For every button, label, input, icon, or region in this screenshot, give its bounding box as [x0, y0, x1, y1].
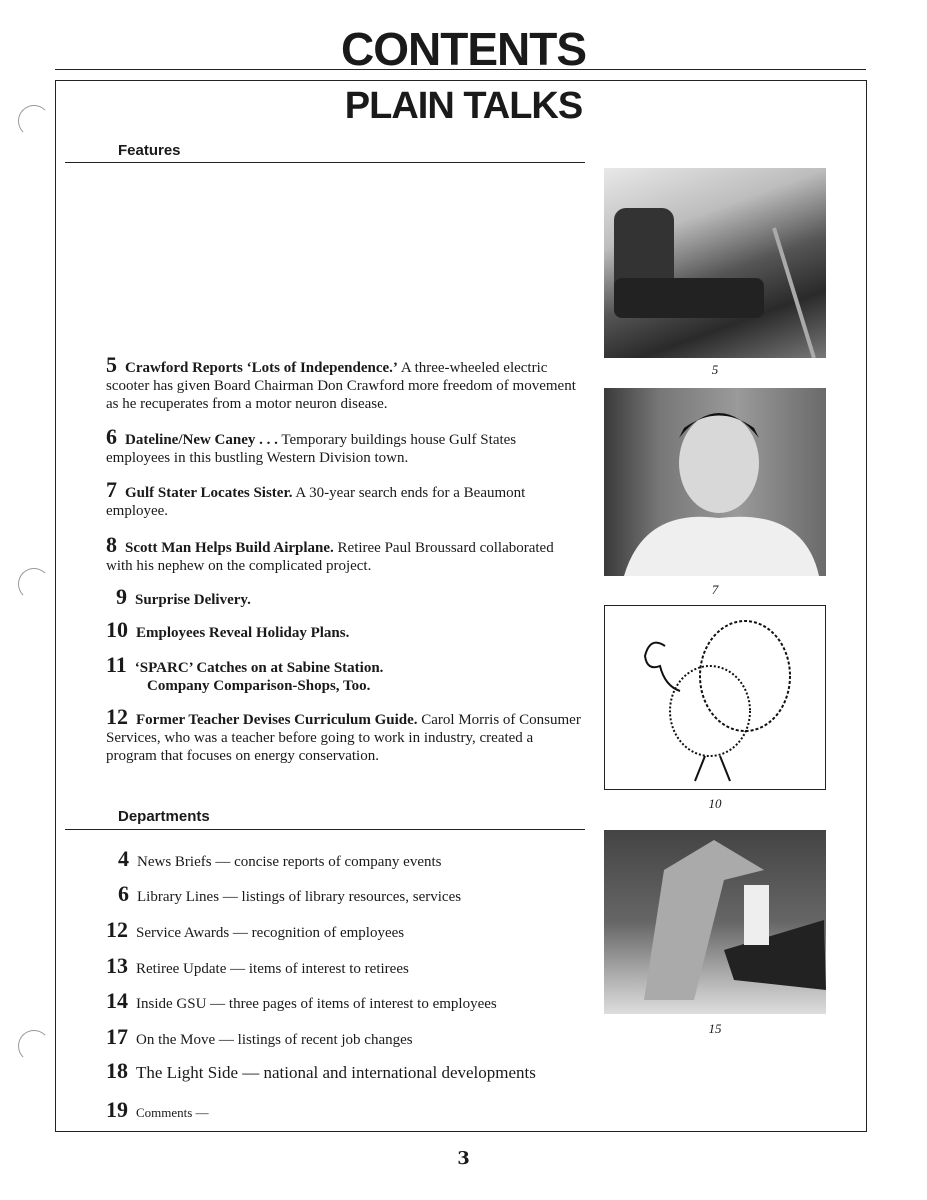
- feature-headline: Gulf Stater Locates Sister.: [125, 485, 293, 501]
- feature-text: Temporary buildings house Gulf States employees in this bustling Western Division town.: [106, 432, 517, 466]
- feature-page: 7: [106, 477, 117, 502]
- photo-caption: 5: [711, 362, 719, 377]
- feature-headline: Dateline/New Caney . . .: [125, 432, 278, 448]
- feature-subheadline: Company Comparison-Shops, Too.: [147, 678, 371, 694]
- department-page: 14: [106, 988, 128, 1013]
- costume-illustration: [604, 830, 826, 1014]
- turkey-illustration: [604, 605, 826, 790]
- feature-item: [106, 617, 581, 642]
- scooter-illustration: [604, 168, 826, 358]
- feature-headline: Employees Reveal Holiday Plans.: [136, 625, 350, 641]
- title-rule: [55, 69, 866, 70]
- feature-text: Retiree Paul Broussard collaborated with his nephew on the complicated project.: [106, 540, 554, 574]
- feature-page: 9: [116, 584, 127, 609]
- feature-item: [106, 652, 581, 695]
- department-text: The Light Side — national and international developments: [136, 1063, 536, 1082]
- turkey-icon: [605, 606, 825, 789]
- department-text: Inside GSU — three pages of items of interest to employees: [136, 996, 497, 1012]
- department-page: 19: [106, 1097, 128, 1122]
- feature-headline: Crawford Reports ‘Lots of Independence.’: [125, 360, 398, 376]
- photo-caption: 7: [711, 582, 719, 597]
- departments-rule: [65, 829, 585, 830]
- page-number: 3: [457, 1148, 470, 1169]
- feature-headline: Scott Man Helps Build Airplane.: [125, 540, 334, 556]
- department-text: Library Lines — listings of library resources, services: [137, 889, 462, 905]
- department-item: [106, 917, 404, 943]
- departments-heading: Departments: [118, 808, 210, 825]
- feature-headline: ‘SPARC’ Catches on at Sabine Station.: [134, 660, 384, 676]
- department-page: 13: [106, 953, 128, 978]
- photo-employee: [604, 388, 826, 576]
- department-text: Service Awards — recognition of employees: [136, 925, 405, 941]
- binder-hole: [18, 1030, 50, 1062]
- feature-item: [106, 477, 581, 520]
- department-page: 17: [106, 1024, 128, 1049]
- photo-alligator-costume: [604, 830, 826, 1014]
- feature-page: 8: [106, 532, 117, 557]
- feature-page: 6: [106, 424, 117, 449]
- magazine-name: PLAIN TALKS: [344, 85, 583, 127]
- feature-text: A three-wheeled electric scooter has given Board Chairman Don Crawford more freedom of movement as he recuperates from a motor neuron disease.: [106, 360, 576, 412]
- feature-page: 10: [106, 617, 128, 642]
- feature-headline: Former Teacher Devises Curriculum Guide.: [136, 712, 418, 728]
- feature-page: 12: [106, 704, 128, 729]
- department-item: [106, 988, 497, 1014]
- department-page: 18: [106, 1058, 128, 1083]
- photo-caption: 15: [708, 1021, 722, 1036]
- department-item: [106, 953, 409, 979]
- features-heading: Features: [118, 142, 181, 159]
- portrait-illustration: [604, 388, 826, 576]
- department-page: 6: [118, 881, 129, 906]
- department-page: 4: [118, 846, 129, 871]
- department-text: On the Move — listings of recent job changes: [136, 1032, 413, 1048]
- feature-text: Carol Morris of Consumer Services, who was a teacher before going to work in industry, created a program that focuses on energy conservation.: [106, 712, 581, 764]
- feature-item: [106, 704, 581, 765]
- department-item: [106, 1058, 536, 1084]
- features-rule: [65, 162, 585, 163]
- department-text: News Briefs — concise reports of company events: [137, 854, 442, 870]
- feature-page: 5: [106, 352, 117, 377]
- feature-page: 11: [106, 652, 127, 677]
- photo-caption: 10: [708, 796, 722, 811]
- page-title: CONTENTS: [341, 23, 586, 75]
- photo-scooter: [604, 168, 826, 358]
- department-item: [118, 881, 461, 907]
- feature-headline: Surprise Delivery.: [135, 592, 251, 608]
- feature-item: [106, 532, 581, 575]
- feature-item: [106, 424, 581, 467]
- department-item: [106, 1024, 413, 1050]
- department-page: 12: [106, 917, 128, 942]
- department-item: [106, 1097, 209, 1123]
- binder-hole: [18, 568, 50, 600]
- feature-item: [116, 584, 591, 609]
- department-text: Retiree Update — items of interest to retirees: [136, 961, 409, 977]
- department-text: Comments —: [136, 1105, 209, 1120]
- feature-item: [106, 352, 581, 413]
- feature-text: A 30-year search ends for a Beaumont employee.: [106, 485, 526, 519]
- department-item: [118, 846, 442, 872]
